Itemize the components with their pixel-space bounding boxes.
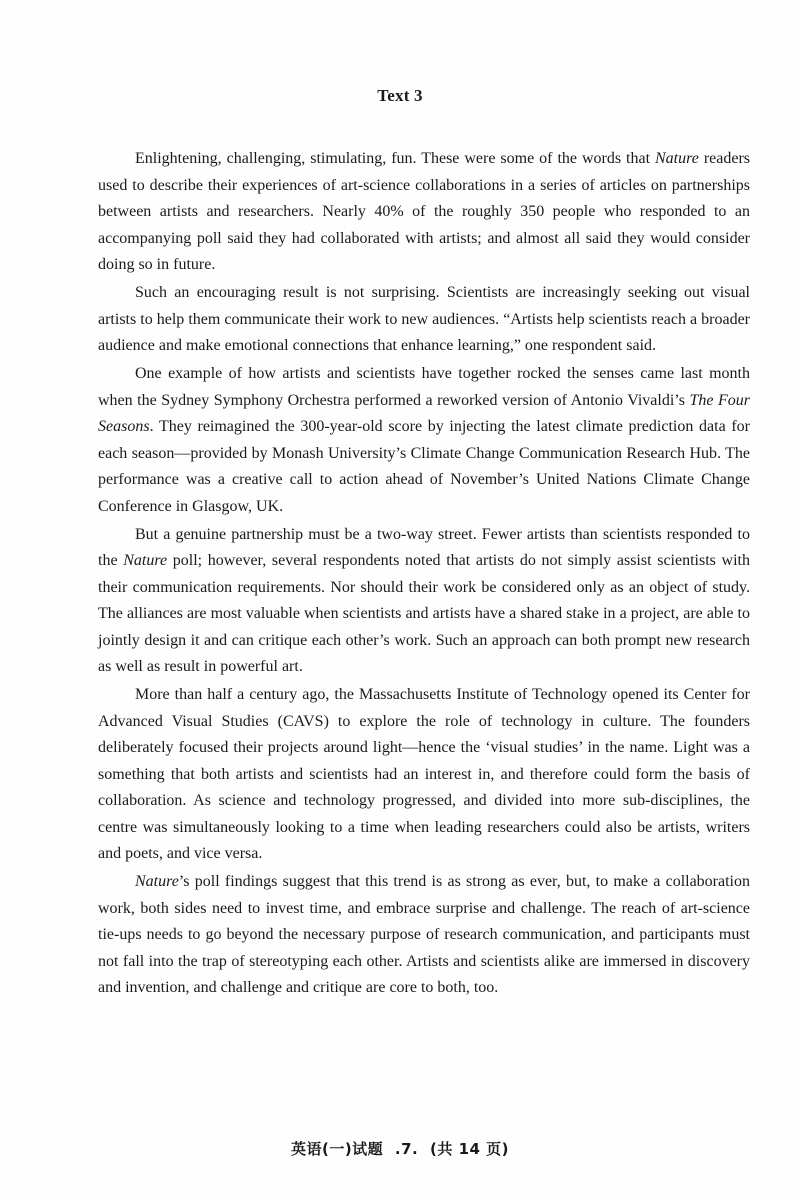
footer-subject: 英语(一)试题 xyxy=(290,1140,384,1158)
paragraph-1: Enlightening, challenging, stimulating, fun. These were some of the words that Nature readers used to describe their experiences of art-science collaborations in a series of articles on partnerships between artists and researchers. Nearly 40% of the roughly 350 people who responded to an accompanying poll said they had collaborated with artists; and almost all said they would consider doing so in future. xyxy=(98,150,751,273)
paragraph-2: Such an encouraging result is not surprising. Scientists are increasingly seeking out visual artists to help them communicate their work to new audiences. “Artists help scientists reach a broader audience and make emotional connections that enhance learning,” one respondent said. xyxy=(98,284,750,354)
paragraph-5: More than half a century ago, the Massachusetts Institute of Technology opened its Center for Advanced Visual Studies (CAVS) to explore the role of technology in culture. The founders deliberately focused their projects around light—hence the ‘visual studies’ in the name. Light was a something that both artists and scientists had an interest in, and therefore could form the basis of collaboration. As science and technology progressed, and divided into more sub-disciplines, the centre was simultaneously looking to a time when leading researchers could also be artists, writers and poets, and vice versa. xyxy=(98,686,750,862)
page-footer xyxy=(0,1138,800,1159)
passage-title: Text 3 xyxy=(377,86,423,105)
footer-total-pages: (共 14 页) xyxy=(430,1140,510,1158)
paragraph-3: One example of how artists and scientists have together rocked the senses came last month when the Sydney Symphony Orchestra performed a reworked version of Antonio Vivaldi’s The Four Seasons. They reimagined the 300-year-old score by injecting the latest climate prediction data for each season—provided by Monash University’s Climate Change Communication Research Hub. The performance was a creative call to action ahead of November’s United Nations Climate Change Conference in Glasgow, UK. xyxy=(98,365,750,515)
italic-journal-name: Nature xyxy=(135,873,179,890)
paragraph-6: Nature’s poll findings suggest that this trend is as strong as ever, but, to make a collaboration work, both sides need to invest time, and embrace surprise and challenge. The reach of art-science tie-ups needs to go beyond the necessary purpose of research communication, and participants must not fall into the trap of stereotyping each other. Artists and scientists alike are immersed in discovery and invention, and challenge and critique are core to both, too. xyxy=(98,873,750,996)
italic-journal-name: Nature xyxy=(123,552,168,569)
footer-page-number: .7. xyxy=(394,1140,419,1158)
paragraph-4: But a genuine partnership must be a two-way street. Fewer artists than scientists responded to the Nature poll; however, several respondents noted that artists do not simply assist scientists with their communication requirements. Nor should their work be considered only as an object of study. The alliances are most valuable when scientists and artists have a shared stake in a project, are able to jointly design it and can critique each other’s work. Such an approach can both prompt new research as well as result in powerful art. xyxy=(98,525,751,675)
italic-work-title: The Four Seasons xyxy=(98,391,750,435)
passage-body xyxy=(98,146,750,1003)
italic-journal-name: Nature xyxy=(655,150,699,167)
